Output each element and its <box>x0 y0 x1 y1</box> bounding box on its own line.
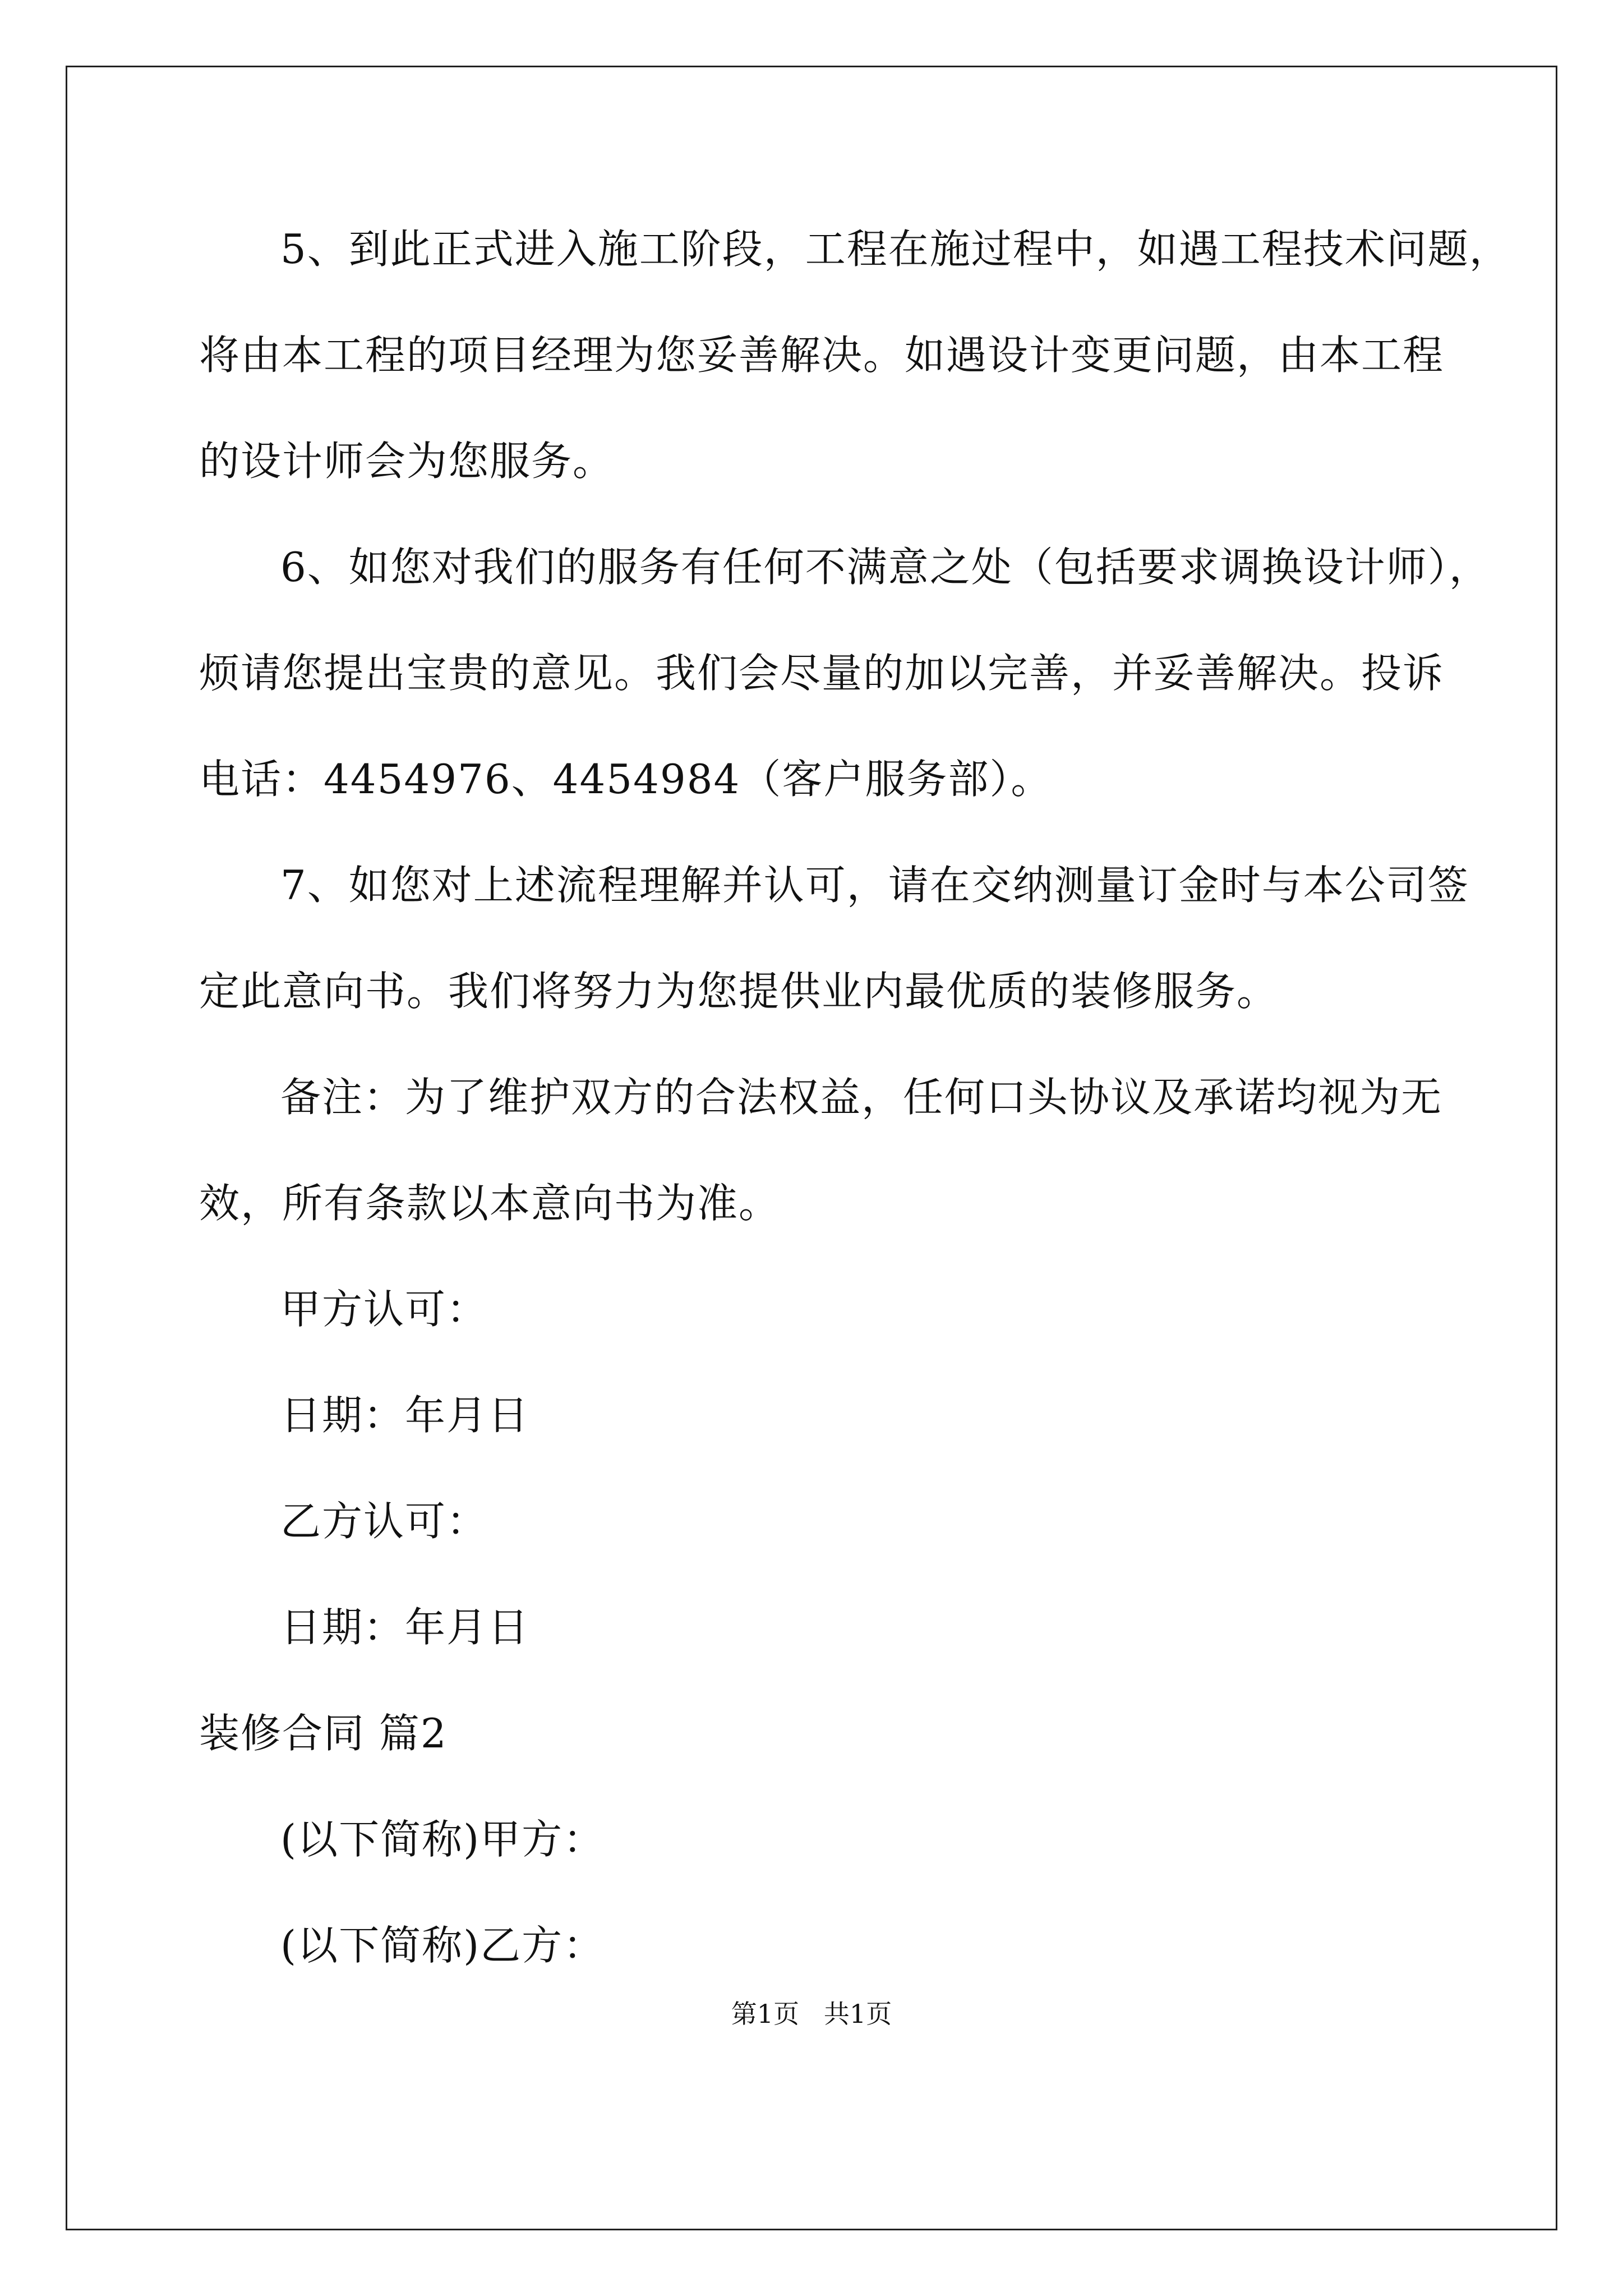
party-b-label: (以下简称)乙方： <box>280 1922 605 1969</box>
section-heading: 装修合同 篇2 <box>199 1710 448 1757</box>
paragraph-5-line-3: 的设计师会为您服务。 <box>199 438 615 485</box>
remark-line-2: 效，所有条款以本意向书为准。 <box>199 1180 781 1227</box>
party-b-approval: 乙方认可： <box>280 1498 488 1545</box>
paragraph-7-line-2: 定此意向书。我们将努力为您提供业内最优质的装修服务。 <box>199 968 1279 1015</box>
paragraph-6-line-3: 电话：4454976、4454984（客户服务部）。 <box>199 756 1053 803</box>
paragraph-7-line-1: 7、如您对上述流程理解并认可，请在交纳测量订金时与本公司签 <box>280 862 1469 909</box>
party-b-date: 日期：年月日 <box>280 1604 530 1651</box>
remark-line-1: 备注：为了维护双方的合法权益，任何口头协议及承诺均视为无 <box>280 1074 1443 1121</box>
paragraph-6-line-2: 烦请您提出宝贵的意见。我们会尽量的加以完善，并妥善解决。投诉 <box>199 650 1445 697</box>
paragraph-5-line-1: 5、到此正式进入施工阶段，工程在施过程中，如遇工程技术问题， <box>280 226 1511 273</box>
page-border <box>66 66 1557 2230</box>
party-a-date: 日期：年月日 <box>280 1392 530 1439</box>
paragraph-5-line-2: 将由本工程的项目经理为您妥善解决。如遇设计变更问题，由本工程 <box>199 332 1445 379</box>
party-a-label: (以下简称)甲方： <box>280 1816 605 1863</box>
page-footer: 第1页 共1页 <box>731 1999 892 2029</box>
paragraph-6-line-1: 6、如您对我们的服务有任何不满意之处（包括要求调换设计师）， <box>280 544 1491 591</box>
party-a-approval: 甲方认可： <box>280 1286 488 1333</box>
